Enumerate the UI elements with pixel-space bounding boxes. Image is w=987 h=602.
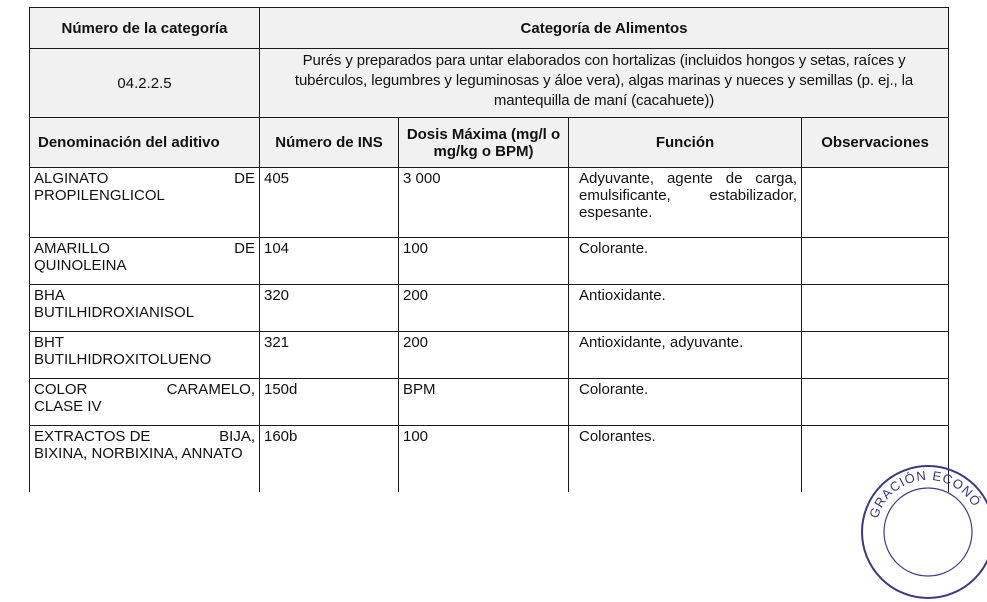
ins-number: 160b bbox=[260, 426, 399, 492]
additives-table bbox=[29, 7, 949, 492]
table-row bbox=[30, 332, 949, 379]
additive-name-part: QUINOLEINA bbox=[34, 257, 127, 274]
function: Adyuvante, agente de carga, emulsificante, estabilizador, espesante. bbox=[569, 168, 802, 238]
additive-name bbox=[30, 168, 260, 238]
additive-name-part: BHA bbox=[34, 287, 65, 304]
max-dose: 200 bbox=[399, 332, 569, 379]
function-header: Función bbox=[569, 118, 802, 168]
function: Antioxidante, adyuvante. bbox=[569, 332, 802, 379]
ins-number-header: Número de INS bbox=[260, 118, 399, 168]
max-dose: 100 bbox=[399, 426, 569, 492]
additive-name bbox=[30, 285, 260, 332]
additive-name-part: EXTRACTOS DE bbox=[34, 428, 151, 445]
max-dose: BPM bbox=[399, 379, 569, 426]
observations bbox=[802, 379, 949, 426]
additive-name bbox=[30, 426, 260, 492]
function: Colorante. bbox=[569, 238, 802, 285]
observations-header: Observaciones bbox=[802, 118, 949, 168]
additive-name-part: BIJA, bbox=[219, 428, 255, 445]
observations bbox=[802, 332, 949, 379]
additive-name-part: ALGINATO bbox=[34, 170, 109, 187]
observations bbox=[802, 238, 949, 285]
table-row bbox=[30, 379, 949, 426]
function: Antioxidante. bbox=[569, 285, 802, 332]
food-category-header: Categoría de Alimentos bbox=[260, 8, 949, 49]
stamp-text: GRACIÓN ECONÓ bbox=[866, 467, 985, 521]
category-row bbox=[30, 49, 949, 118]
ins-number: 104 bbox=[260, 238, 399, 285]
category-description: Purés y preparados para untar elaborados con hortalizas (incluidos hongos y setas, raíces y tubérculos, legumbres y leguminosas y áloe vera), algas marinas y nueces y semillas (p. ej., la mantequilla de maní (cacahuete)) bbox=[260, 49, 949, 118]
max-dose: 200 bbox=[399, 285, 569, 332]
column-header-row bbox=[30, 118, 949, 168]
max-dose: 100 bbox=[399, 238, 569, 285]
additive-name-part: CARAMELO, bbox=[166, 381, 255, 398]
additive-name bbox=[30, 379, 260, 426]
ins-number: 320 bbox=[260, 285, 399, 332]
additive-name bbox=[30, 238, 260, 285]
table-row bbox=[30, 238, 949, 285]
table-row bbox=[30, 285, 949, 332]
additive-name-part: COLOR bbox=[34, 381, 88, 398]
additive-name bbox=[30, 332, 260, 379]
ins-number: 405 bbox=[260, 168, 399, 238]
ins-number: 321 bbox=[260, 332, 399, 379]
function: Colorante. bbox=[569, 379, 802, 426]
additive-name-part: CLASE IV bbox=[34, 398, 102, 415]
additive-name-header: Denominación del aditivo bbox=[30, 118, 260, 168]
additive-name-part: BUTILHIDROXIANISOL bbox=[34, 304, 195, 321]
additive-name-part: AMARILLO bbox=[34, 240, 110, 257]
additive-name-part: BIXINA, NORBIXINA, ANNATO bbox=[34, 445, 243, 462]
additive-name-part: BHT bbox=[34, 334, 64, 351]
max-dose: 3 000 bbox=[399, 168, 569, 238]
table-header-row bbox=[30, 8, 949, 49]
official-stamp bbox=[858, 462, 987, 602]
additive-name-part: BUTILHIDROXITOLUENO bbox=[34, 351, 212, 368]
additive-name-part: DE bbox=[234, 170, 255, 187]
additive-name-part: DE bbox=[234, 240, 255, 257]
category-number-header: Número de la categoría bbox=[30, 8, 260, 49]
category-number: 04.2.2.5 bbox=[30, 49, 260, 118]
table-row bbox=[30, 426, 949, 492]
function: Colorantes. bbox=[569, 426, 802, 492]
observations bbox=[802, 285, 949, 332]
max-dose-header: Dosis Máxima (mg/l o mg/kg o BPM) bbox=[399, 118, 569, 168]
ins-number: 150d bbox=[260, 379, 399, 426]
svg-text:GRACIÓN ECONÓ bbox=[866, 468, 984, 520]
table-row bbox=[30, 168, 949, 238]
observations bbox=[802, 168, 949, 238]
additive-name-part: PROPILENGLICOL bbox=[34, 187, 165, 204]
